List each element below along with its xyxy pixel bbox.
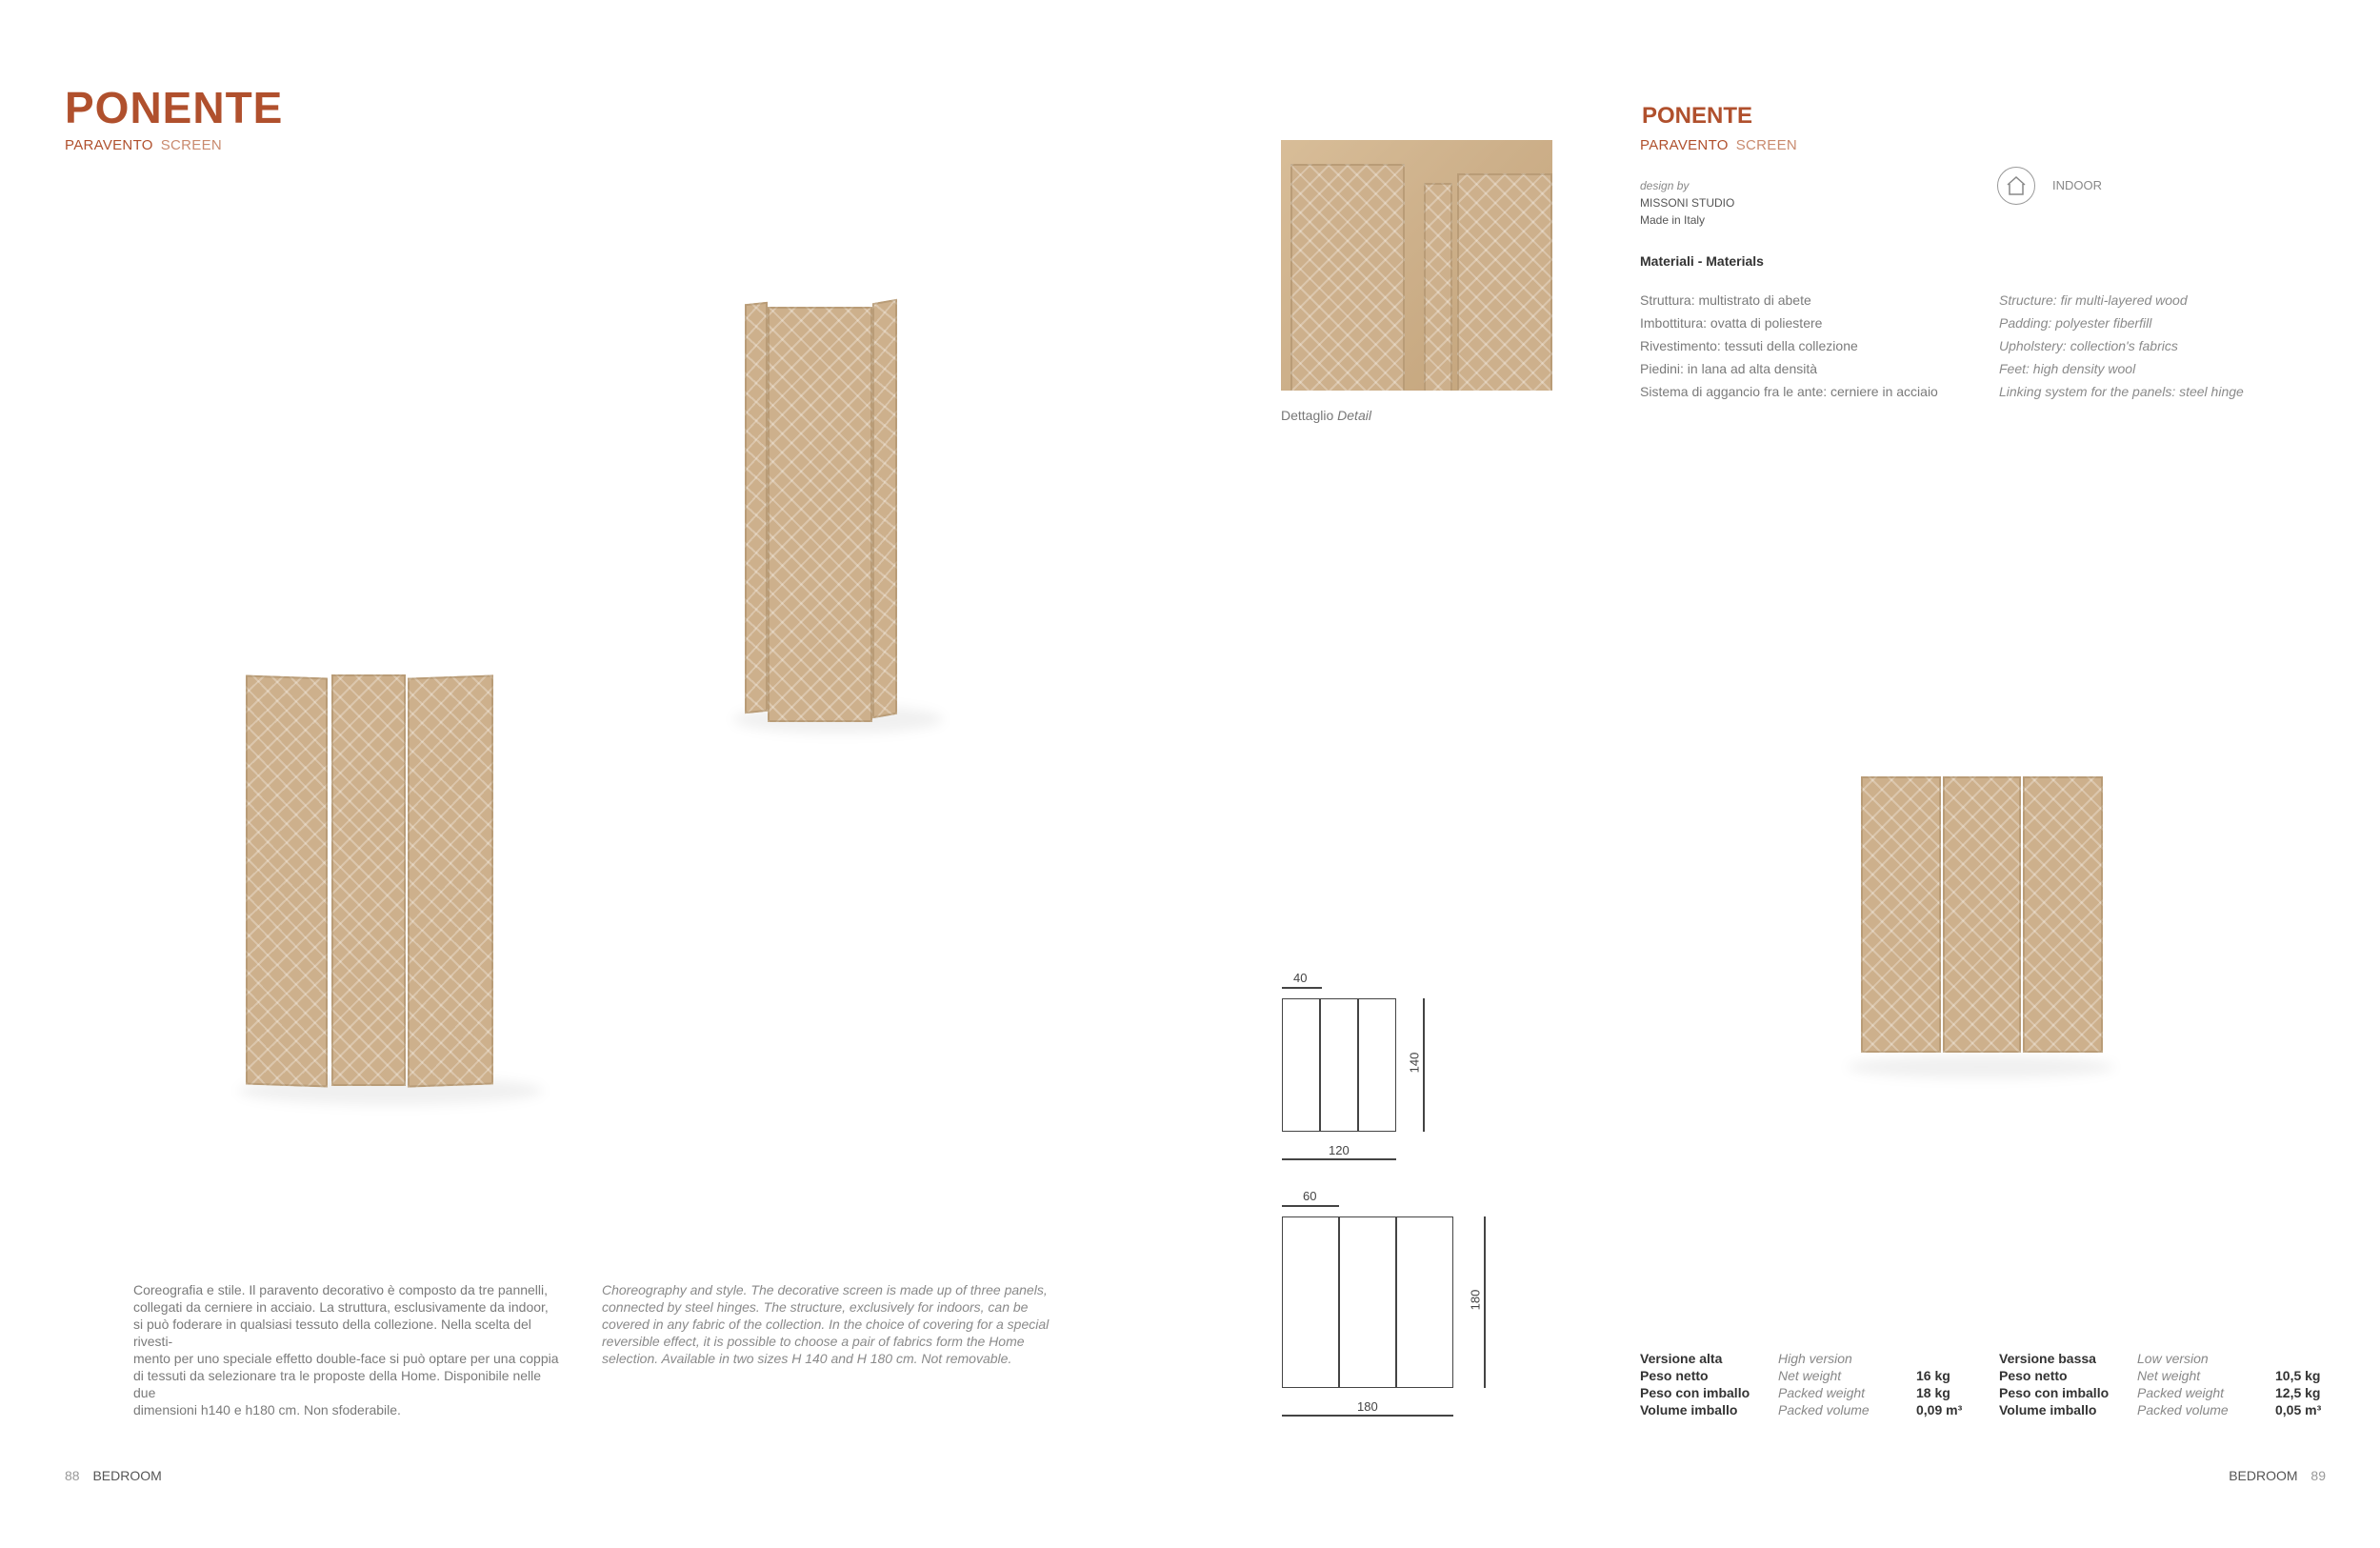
subtitle-it: PARAVENTO bbox=[1640, 137, 1729, 153]
house-icon bbox=[1997, 167, 2035, 205]
dim-panel-width: 60 bbox=[1303, 1189, 1317, 1203]
made-in: Made in Italy bbox=[1640, 213, 1706, 227]
screen-panel bbox=[246, 674, 328, 1087]
description-en: Choreography and style. The decorative screen is made up of three panels, connected by steel hinges. The structure, exclusively for indoors, can be covered in any fabric of the collection. In the choice of covering for a special reversible effect, it is possible to choose a pair of fabrics form the Home selection. Available in two sizes H 140 and H 180 cm. Not removable. bbox=[602, 1282, 1050, 1366]
section-name: BEDROOM bbox=[2229, 1468, 2298, 1483]
materials-it: Struttura: multistrato di abete Imbottitura: ovatta di poliestere Rivestimento: tessuti della collezione Piedini: in lana ad alta densità Sistema di aggancio fra le ante: cerniere in acciaio bbox=[1640, 292, 1938, 399]
product-subtitle-right bbox=[1640, 137, 1797, 153]
page-number: 89 bbox=[2310, 1468, 2326, 1483]
detail-caption: Dettaglio Detail bbox=[1281, 408, 1371, 423]
screen-panel bbox=[1943, 776, 2021, 1053]
screen-panel bbox=[1861, 776, 1941, 1053]
screen-panel bbox=[408, 674, 493, 1087]
detail-photo bbox=[1281, 140, 1552, 391]
dim-height: 140 bbox=[1407, 1052, 1422, 1074]
dim-height: 180 bbox=[1468, 1289, 1483, 1311]
specs-low: Versione bassa Low version Peso netto Net weight 10,5 kg Peso con imballo Packed weight 12,5 kg Volume imballo Packed volume 0,05 m³ bbox=[1999, 1351, 2322, 1417]
materials-heading: Materiali - Materials bbox=[1640, 253, 1764, 269]
section-name: BEDROOM bbox=[92, 1468, 162, 1483]
screen-panel bbox=[745, 302, 768, 714]
screen-panel bbox=[872, 299, 897, 719]
credits bbox=[1640, 177, 1734, 229]
product-photo-open bbox=[152, 562, 581, 1210]
product-subtitle bbox=[65, 137, 222, 153]
subtitle-en: SCREEN bbox=[160, 137, 223, 153]
page-title: PONENTE bbox=[65, 83, 284, 132]
screen-panel bbox=[331, 674, 406, 1086]
specs-high: Versione alta High version Peso netto Net weight 16 kg Peso con imballo Packed weight 18 kg Volume imballo Packed volume 0,09 m³ bbox=[1640, 1351, 1963, 1417]
detail-panel bbox=[1290, 164, 1405, 391]
design-by-label: design by bbox=[1640, 179, 1690, 192]
footer-left bbox=[65, 1468, 162, 1483]
dim-total-width: 120 bbox=[1329, 1143, 1350, 1157]
subtitle-en: SCREEN bbox=[1735, 137, 1798, 153]
subtitle-it: PARAVENTO bbox=[65, 137, 153, 153]
detail-panel bbox=[1457, 173, 1552, 391]
footer-right bbox=[2229, 1468, 2326, 1483]
page-number: 88 bbox=[65, 1468, 80, 1483]
usage-label: INDOOR bbox=[2052, 178, 2102, 192]
materials-en: Structure: fir multi-layered wood Padding: polyester fiberfill Upholstery: collection's fabrics Feet: high density wool Linking system for the panels: steel hinge bbox=[1999, 292, 2244, 399]
screen-panel bbox=[768, 307, 872, 722]
detail-panel bbox=[1424, 183, 1452, 391]
page-title-right: PONENTE bbox=[1642, 103, 1753, 129]
product-photo-front bbox=[1810, 705, 2152, 1124]
dim-total-width: 180 bbox=[1357, 1399, 1378, 1414]
designer-name: MISSONI STUDIO bbox=[1640, 196, 1735, 210]
description-it: Coreografia e stile. Il paravento decorativo è composto da tre pannelli, collegati da cerniere in acciaio. La struttura, esclusivamente da indoor, si può foderare in qualsiasi tessuto della collezione. Nella scelta del rivesti- mento per uno speciale effetto double-face si può optare per una coppia di tessuti da selezionare tra le proposte della Home. Disponibile nelle due dimensioni h140 e h180 cm. Non sfoderabile. bbox=[133, 1282, 559, 1417]
screen-panel bbox=[2023, 776, 2103, 1053]
product-photo-folded bbox=[629, 191, 1029, 800]
dim-panel-width: 40 bbox=[1293, 971, 1308, 985]
